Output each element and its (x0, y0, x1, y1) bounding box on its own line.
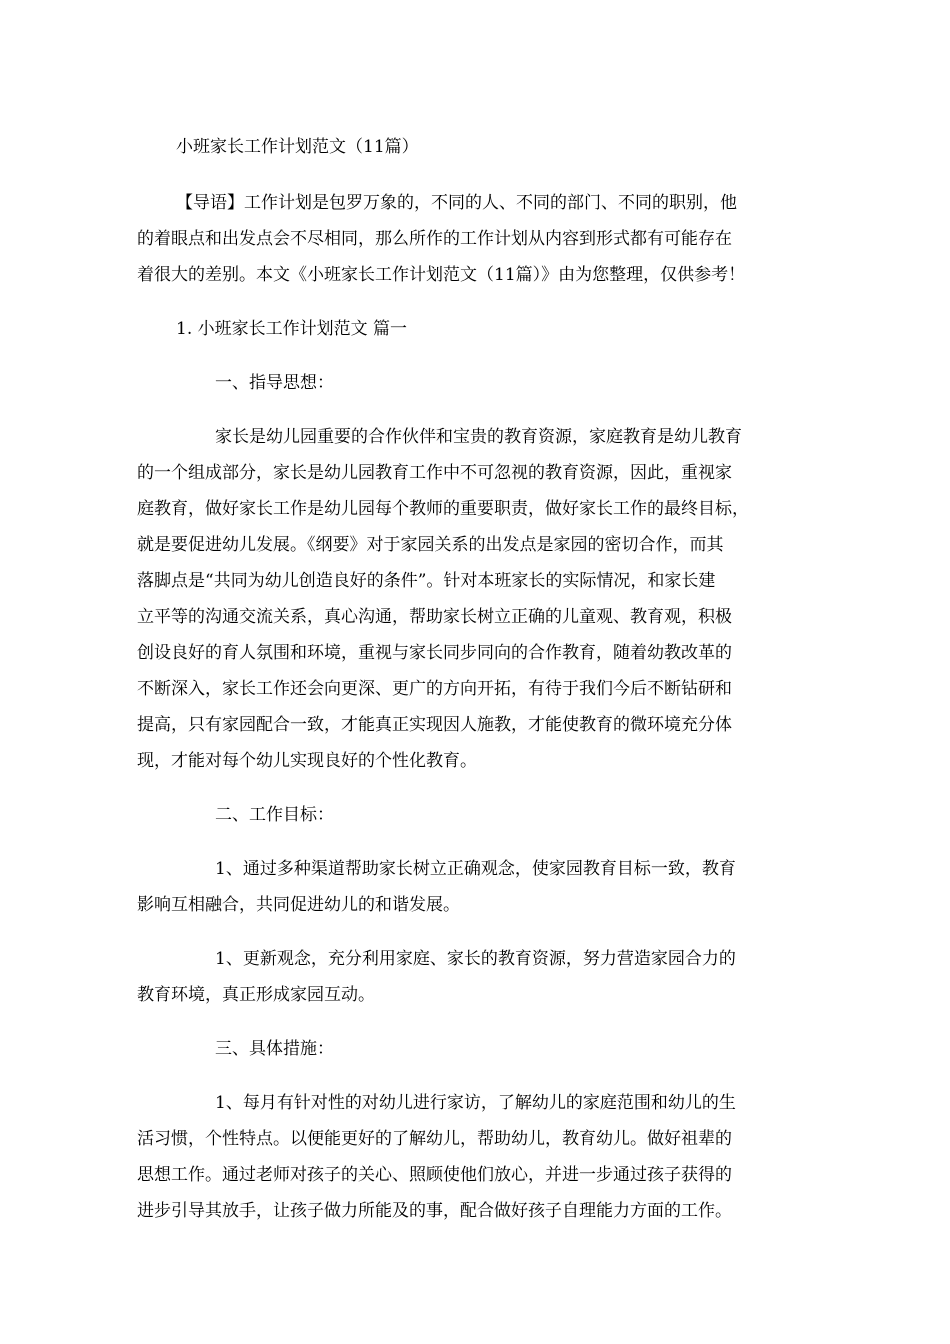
paragraph-line: 活习惯，个性特点。以便能更好的了解幼儿，帮助幼儿，教育幼儿。做好祖辈的 (137, 1129, 732, 1149)
paragraph-line: 创设良好的育人氛围和环境，重视与家长同步同向的合作教育，随着幼教改革的 (137, 643, 732, 663)
section-title: 1. 小班家长工作计划范文 篇一 (176, 319, 408, 339)
paragraph-line: 立平等的沟通交流关系，真心沟通，帮助家长树立正确的儿童观、教育观，积极 (137, 607, 732, 627)
paragraph-line: 提高，只有家园配合一致，才能真正实现因人施教，才能使教育的微环境充分体 (137, 715, 732, 735)
paragraph-line: 庭教育，做好家长工作是幼儿园每个教师的重要职责，做好家长工作的最终目标， (137, 499, 749, 519)
paragraph-line: 的一个组成部分，家长是幼儿园教育工作中不可忽视的教育资源，因此，重视家 (137, 463, 732, 483)
paragraph-line: 1、每月有针对性的对幼儿进行家访，了解幼儿的家庭范围和幼儿的生 (215, 1093, 736, 1113)
section-heading: 三、具体措施： (215, 1039, 334, 1059)
paragraph-line: 家长是幼儿园重要的合作伙伴和宝贵的教育资源，家庭教育是幼儿教育 (215, 427, 742, 447)
paragraph-line: 教育环境，真正形成家园互动。 (137, 985, 375, 1005)
intro-line: 【导语】工作计划是包罗万象的，不同的人、不同的部门、不同的职别，他 (176, 193, 737, 213)
paragraph-line: 现，才能对每个幼儿实现良好的个性化教育。 (137, 751, 477, 771)
paragraph-line: 思想工作。通过老师对孩子的关心、照顾使他们放心，并进一步通过孩子获得的 (137, 1165, 732, 1185)
section-heading: 二、工作目标： (215, 805, 334, 825)
paragraph-line: 1、通过多种渠道帮助家长树立正确观念，使家园教育目标一致，教育 (215, 859, 736, 879)
section-heading: 一、指导思想： (215, 373, 334, 393)
paragraph-line: 1、更新观念，充分利用家庭、家长的教育资源，努力营造家园合力的 (215, 949, 736, 969)
paragraph-line: 影响互相融合，共同促进幼儿的和谐发展。 (137, 895, 460, 915)
paragraph-line: 就是要促进幼儿发展。《纲要》对于家园关系的出发点是家园的密切合作，而其 (137, 535, 724, 555)
paragraph-line: 不断深入，家长工作还会向更深、更广的方向开拓，有待于我们今后不断钻研和 (137, 679, 732, 699)
intro-line: 的着眼点和出发点会不尽相同，那么所作的工作计划从内容到形式都有可能存在 (137, 229, 732, 249)
document-title: 小班家长工作计划范文（11篇） (176, 137, 419, 157)
intro-line: 着很大的差别。本文《小班家长工作计划范文（11篇）》由为您整理，仅供参考！ (137, 265, 746, 285)
paragraph-line: 落脚点是“共同为幼儿创造良好的条件”。针对本班家长的实际情况，和家长建 (137, 571, 716, 591)
paragraph-line: 进步引导其放手，让孩子做力所能及的事，配合做好孩子自理能力方面的工作。 (137, 1201, 732, 1221)
